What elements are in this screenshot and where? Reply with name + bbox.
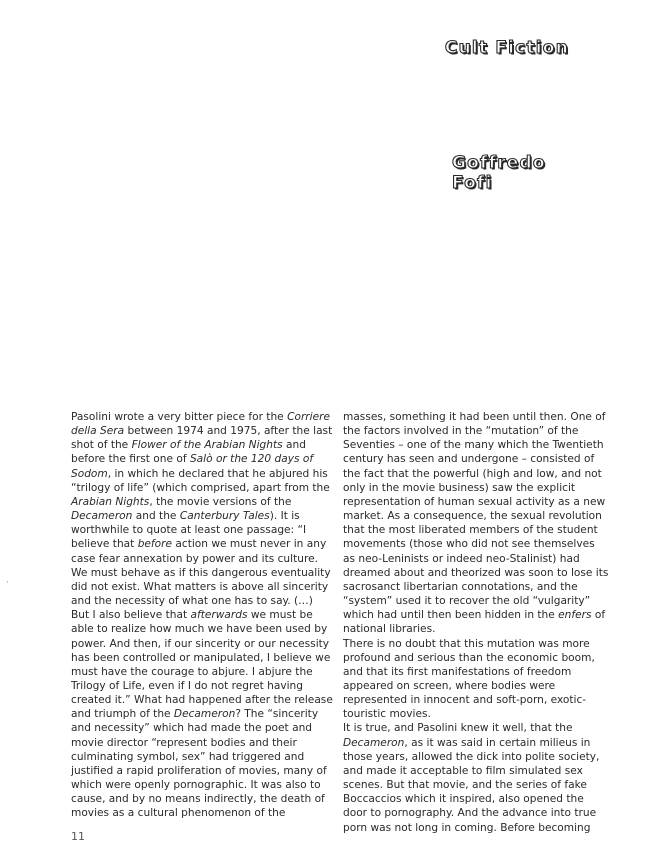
paragraph [343, 637, 609, 722]
italic-run: Decameron [343, 736, 405, 749]
text-run: ). It is worthwhile to quote at least one passage: “I believe that [71, 510, 307, 551]
paragraph [71, 410, 335, 608]
author-last-name: Fofi [452, 173, 493, 193]
italic-run: before [137, 538, 173, 551]
text-run: we must be able to realize how much we have been used by power. And then, if our sincerity or our necessity has been controlled or manipulated, I believe we must have the courage to abjure. I abjure the Trilogy of Life, even if I do not regret having created it.” What had happened after the release and triumph of the [71, 609, 333, 721]
text-run: action we must never in any case fear annexation by power and its culture. We must behave as if this dangerous eventuality did not exist. What matters is above all sincerity and the necessity of what one has to say. (…) [71, 538, 331, 608]
italic-run: Corriere della Sera [71, 411, 330, 438]
text-column-right [343, 410, 609, 835]
text-run: But I also believe that [71, 609, 191, 622]
text-run: and the [132, 510, 180, 523]
italic-run: enfers [558, 609, 592, 622]
text-run: , as it was said in certain milieus in those years, allowed the dick into polite society, and made it acceptable to film simulated sex scenes. But that movie, and the series of fake Boccaccios which it inspired, also opened the door to pornography. And the advance into true porn was not long in coming. Before becoming [343, 736, 600, 834]
text-run: , the movie versions of the [149, 495, 292, 508]
text-run: There is no doubt that this mutation was more profound and serious than the economic boom, and that its first manifestations of freedom appeared on screen, where bodies were represented in innocent and soft-porn, exotic-touristic movies. [343, 637, 595, 721]
text-run: Pasolini wrote a very bitter piece for the [71, 411, 288, 423]
author-name [452, 153, 546, 193]
italic-run: Flower of the Arabian Nights [131, 439, 283, 452]
italic-run: Decameron [71, 510, 133, 523]
text-run: and before the first one of [71, 439, 306, 466]
margin-mark: · [6, 578, 9, 588]
text-run: , in which he declared that he abjured his “trilogy of life” (which comprised, apart from the [71, 467, 330, 494]
italic-run: Arabian Nights [71, 495, 150, 508]
author-first-name: Goffredo [452, 153, 546, 173]
italic-run: afterwards [190, 609, 248, 622]
paragraph [343, 721, 609, 834]
text-run: It is true, and Pasolini knew it well, that the [343, 722, 573, 735]
paragraph [71, 608, 335, 820]
article-title: Cult Fiction [444, 38, 569, 58]
page-number: 11 [71, 830, 85, 843]
text-run: ? The “sincerity and necessity” which had made the poet and movie director “represent bodies and their culminating symbol, sex” had triggered and justified a rapid proliferation of movies, many of which were openly pornographic. It was also to cause, and by no means indirectly, the death of movies as a cultural phenomenon of the [71, 708, 327, 820]
italic-run: Canterbury Tales [179, 510, 270, 523]
text-run: of national libraries. [343, 609, 606, 636]
paragraph [343, 410, 609, 637]
italic-run: Decameron [173, 708, 236, 721]
text-run: between 1974 and 1975, after the last shot of the [71, 425, 333, 452]
text-column-left [71, 410, 335, 821]
text-run: masses, something it had been until then. One of the factors involved in the “mutation” of the Seventies – one of the many which the Twentieth century has seen and undergone – consisted of the fact that the powerful (high and low, and not only in the movie business) saw the explicit representation of human sexual activity as a new market. As a consequence, the sexual revolution that the most liberated members of the student movements (those who did not see themselves as neo-Leninists or indeed neo-Stalinist) had dreamed about and theorized was soon to lose its sacrosanct libertarian connotations, and the “system” used it to recover the old “vulgarity” which had until then been hidden in the [343, 411, 609, 622]
italic-run: Salò or the 120 days of Sodom [71, 453, 314, 480]
